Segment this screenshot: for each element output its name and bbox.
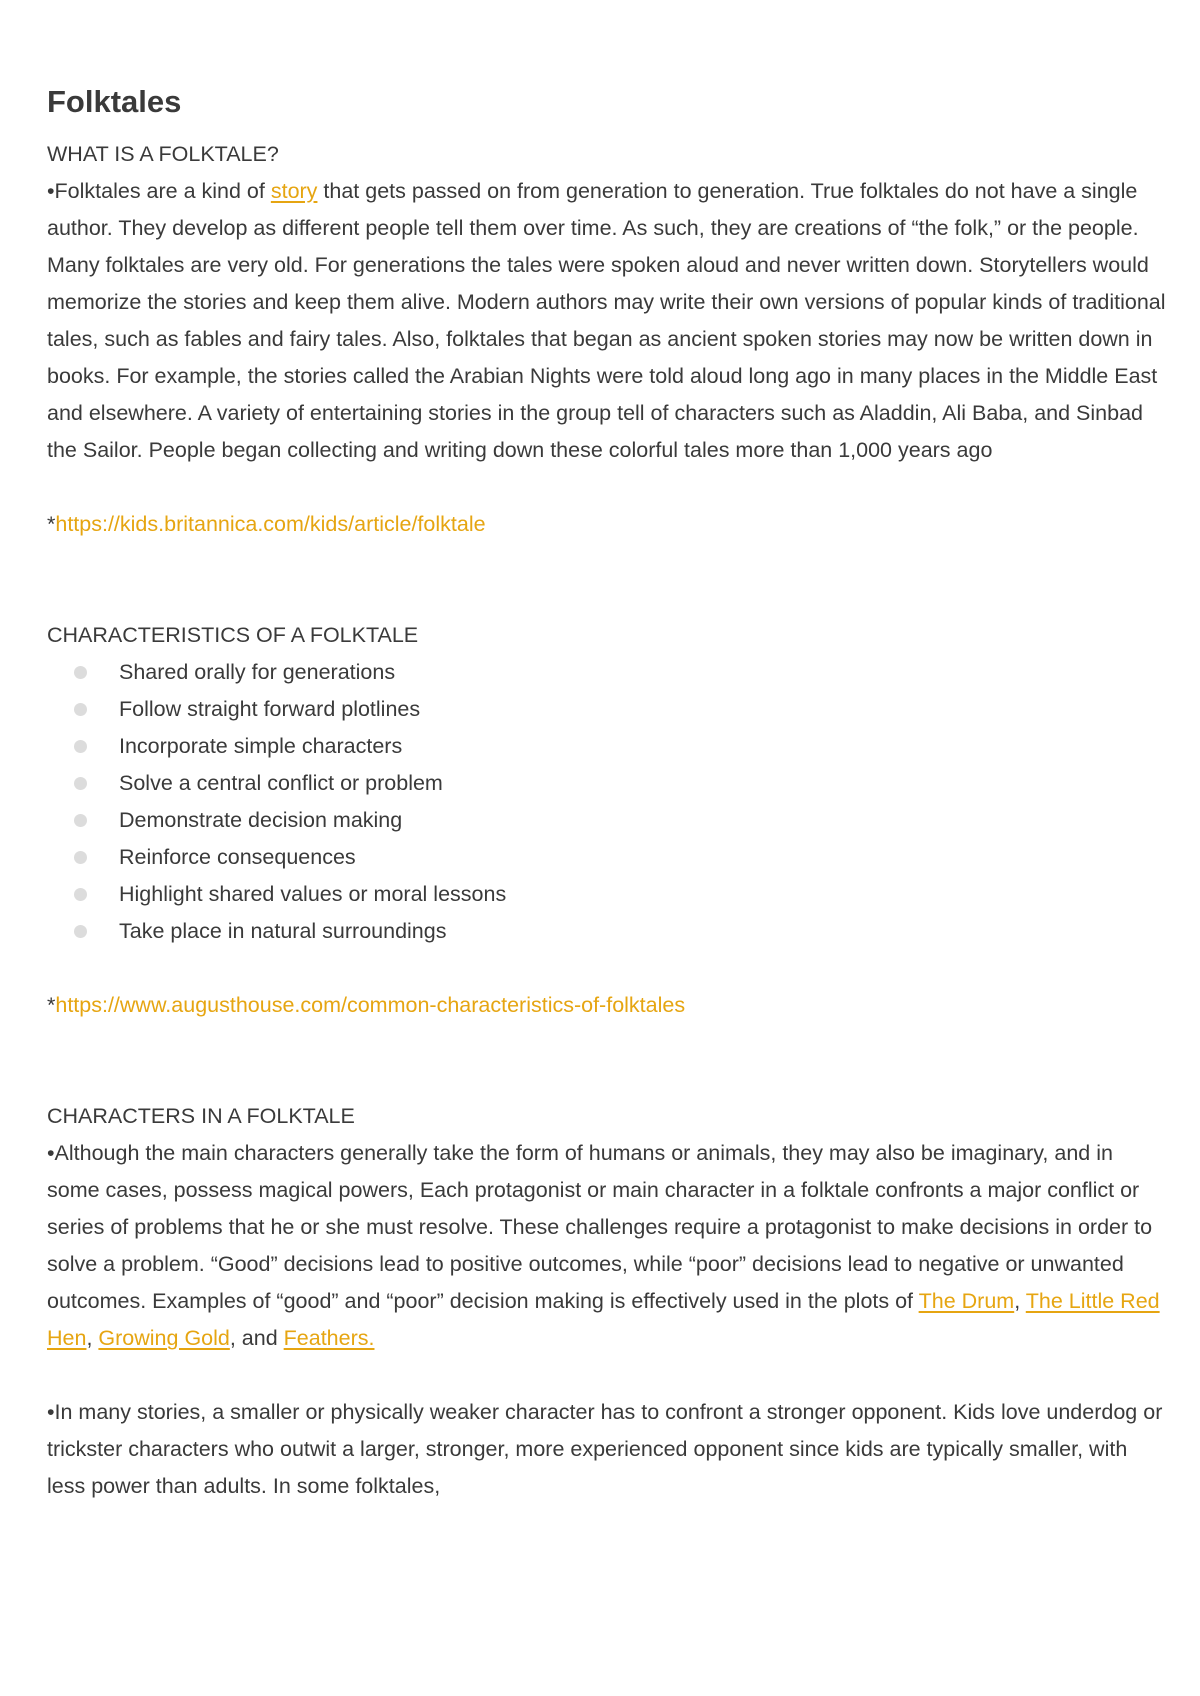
spacer xyxy=(47,1024,1167,1098)
paragraph-bullet: • xyxy=(47,1400,55,1424)
source-line-britannica xyxy=(47,506,1167,543)
spacer xyxy=(47,1357,1167,1394)
feathers-link[interactable]: Feathers. xyxy=(283,1326,375,1350)
list-item xyxy=(47,839,1167,876)
bullet-dot-icon xyxy=(74,851,87,864)
story-link[interactable]: story xyxy=(270,179,318,203)
list-item-text: Demonstrate decision making xyxy=(119,808,403,832)
paragraph-text: Folktales are a kind of xyxy=(54,179,271,203)
separator-text: , xyxy=(86,1326,99,1350)
growing-gold-link[interactable]: Growing Gold xyxy=(98,1326,230,1350)
bullet-dot-icon xyxy=(74,740,87,753)
bullet-dot-icon xyxy=(74,777,87,790)
paragraph-text: that gets passed on from generation to generation. True folktales do not have a single author. They develop as different people tell them over time. As such, they are creations of “the folk,” or the people. Many folktales are very old. For generations the tales were spoken aloud and never written down. Storytellers would memorize the stories and keep them alive. Modern authors may write their own versions of popular kinds of traditional tales, such as fables and fairy tales. Also, folktales that began as ancient spoken stories may now be written down in books. For example, the stories called the Arabian Nights were told aloud long ago in many places in the Middle East and elsewhere. A variety of entertaining stories in the group tell of characters such as Aladdin, Ali Baba, and Sinbad the Sailor. People began collecting and writing down these colorful tales more than 1,000 years ago xyxy=(47,179,1166,462)
paragraph-text: Although the main characters generally take the form of humans or animals, they may also be imaginary, and in some cases, possess magical powers, Each protagonist or main character in a folktale confronts a major conflict or series of problems that he or she must resolve. These challenges require a protagonist to make decisions in order to solve a problem. “Good” decisions lead to positive outcomes, while “poor” decisions lead to negative or unwanted outcomes. Examples of “good” and “poor” decision making is effectively used in the plots of xyxy=(47,1141,1153,1313)
page-title: Folktales xyxy=(47,84,182,119)
paragraph-bullet: • xyxy=(47,1141,55,1165)
bullet-dot-icon xyxy=(74,703,87,716)
list-item xyxy=(47,691,1167,728)
list-item-text: Follow straight forward plotlines xyxy=(119,697,421,721)
what-is-paragraph xyxy=(47,173,1167,469)
separator-text: , xyxy=(1014,1289,1026,1313)
list-item-text: Take place in natural surroundings xyxy=(119,919,447,943)
section-heading-characters: CHARACTERS IN A FOLKTALE xyxy=(47,1104,355,1128)
separator-text: , and xyxy=(229,1326,284,1350)
list-item-text: Shared orally for generations xyxy=(119,660,396,684)
characters-paragraph-2 xyxy=(47,1394,1167,1505)
source-asterisk: * xyxy=(47,512,56,536)
the-drum-link[interactable]: The Drum xyxy=(918,1289,1015,1313)
little-red-hen-link[interactable]: The Little Red Hen xyxy=(47,1289,1160,1350)
bullet-dot-icon xyxy=(74,814,87,827)
augusthouse-source-link[interactable]: https://www.augusthouse.com/common-characteristics-of-folktales xyxy=(55,993,686,1017)
section-heading-characteristics: CHARACTERISTICS OF A FOLKTALE xyxy=(47,623,419,647)
list-item-text: Solve a central conflict or problem xyxy=(119,771,443,795)
spacer xyxy=(47,469,1167,506)
document-page xyxy=(47,80,1167,1505)
bullet-dot-icon xyxy=(74,925,87,938)
list-item xyxy=(47,802,1167,839)
spacer xyxy=(47,950,1167,987)
section-heading-what-is: WHAT IS A FOLKTALE? xyxy=(47,142,279,166)
list-item xyxy=(47,913,1167,950)
list-item-text: Incorporate simple characters xyxy=(119,734,403,758)
list-item xyxy=(47,876,1167,913)
list-item xyxy=(47,728,1167,765)
list-item-text: Reinforce consequences xyxy=(119,845,356,869)
paragraph-bullet: • xyxy=(47,179,55,203)
bullet-dot-icon xyxy=(74,666,87,679)
source-asterisk: * xyxy=(47,993,56,1017)
list-item xyxy=(47,654,1167,691)
source-line-augusthouse xyxy=(47,987,1167,1024)
bullet-dot-icon xyxy=(74,888,87,901)
spacer xyxy=(47,543,1167,617)
list-item-text: Highlight shared values or moral lessons xyxy=(119,882,507,906)
paragraph-text: In many stories, a smaller or physically weaker character has to confront a stronger opponent. Kids love underdog or trickster characters who outwit a larger, stronger, more experienced opponent since kids are typically smaller, with less power than adults. In some folktales, xyxy=(47,1400,1163,1498)
britannica-source-link[interactable]: https://kids.britannica.com/kids/article/folktale xyxy=(55,512,486,536)
list-item xyxy=(47,765,1167,802)
characteristics-list xyxy=(47,654,1167,950)
characters-paragraph-1 xyxy=(47,1135,1167,1357)
